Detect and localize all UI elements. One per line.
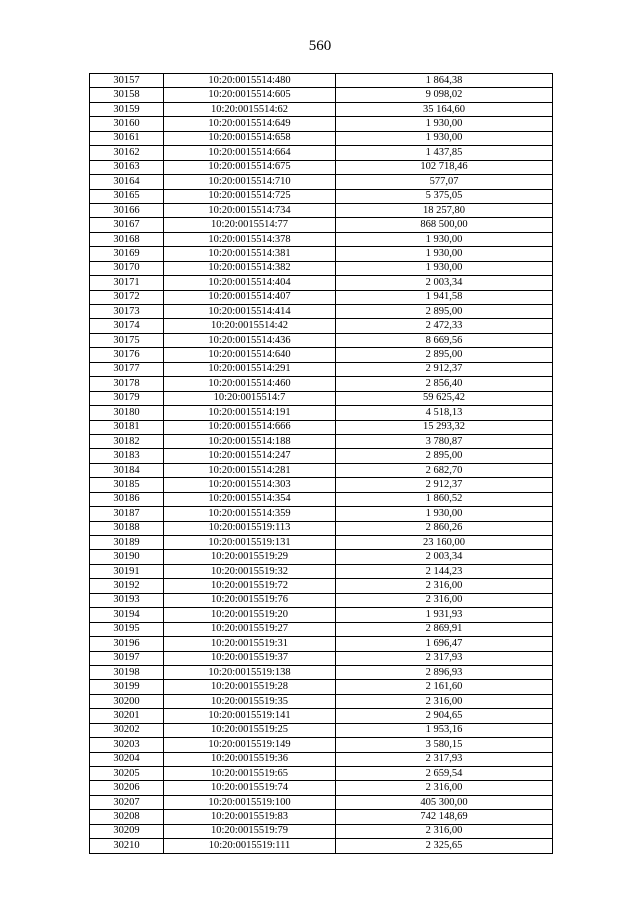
table-row: [90, 608, 553, 622]
amount-cell: 102 718,46: [336, 160, 553, 174]
row-number-cell: 30206: [90, 781, 164, 795]
cadastral-number-cell: 10:20:0015519:29: [164, 550, 336, 564]
cadastral-number-cell: 10:20:0015514:664: [164, 146, 336, 160]
amount-cell: 3 780,87: [336, 434, 553, 448]
amount-cell: 2 316,00: [336, 694, 553, 708]
table-row: [90, 839, 553, 853]
amount-cell: 2 317,93: [336, 752, 553, 766]
row-number-cell: 30200: [90, 694, 164, 708]
cadastral-number-cell: 10:20:0015514:42: [164, 319, 336, 333]
amount-cell: 2 325,65: [336, 839, 553, 853]
row-number-cell: 30193: [90, 593, 164, 607]
amount-cell: 1 930,00: [336, 261, 553, 275]
row-number-cell: 30169: [90, 247, 164, 261]
table-row: [90, 492, 553, 506]
table-row: [90, 348, 553, 362]
row-number-cell: 30207: [90, 795, 164, 809]
cadastral-number-cell: 10:20:0015519:31: [164, 637, 336, 651]
cadastral-number-cell: 10:20:0015514:710: [164, 175, 336, 189]
cadastral-number-cell: 10:20:0015514:77: [164, 218, 336, 232]
amount-cell: 15 293,32: [336, 420, 553, 434]
amount-cell: 405 300,00: [336, 795, 553, 809]
row-number-cell: 30164: [90, 175, 164, 189]
row-number-cell: 30208: [90, 810, 164, 824]
amount-cell: 1 931,93: [336, 608, 553, 622]
table-row: [90, 232, 553, 246]
amount-cell: 2 912,37: [336, 362, 553, 376]
row-number-cell: 30174: [90, 319, 164, 333]
row-number-cell: 30160: [90, 117, 164, 131]
cadastral-number-cell: 10:20:0015519:113: [164, 521, 336, 535]
amount-cell: 2 856,40: [336, 377, 553, 391]
table-row: [90, 203, 553, 217]
cadastral-number-cell: 10:20:0015514:404: [164, 276, 336, 290]
row-number-cell: 30171: [90, 276, 164, 290]
cadastral-number-cell: 10:20:0015514:734: [164, 203, 336, 217]
cadastral-number-cell: 10:20:0015519:83: [164, 810, 336, 824]
table-row: [90, 723, 553, 737]
row-number-cell: 30163: [90, 160, 164, 174]
table-row: [90, 420, 553, 434]
row-number-cell: 30176: [90, 348, 164, 362]
cadastral-number-cell: 10:20:0015514:191: [164, 406, 336, 420]
amount-cell: 2 904,65: [336, 709, 553, 723]
table-row: [90, 694, 553, 708]
table-row: [90, 131, 553, 145]
amount-cell: 18 257,80: [336, 203, 553, 217]
table-row: [90, 521, 553, 535]
row-number-cell: 30175: [90, 333, 164, 347]
cadastral-number-cell: 10:20:0015514:649: [164, 117, 336, 131]
row-number-cell: 30205: [90, 767, 164, 781]
row-number-cell: 30182: [90, 434, 164, 448]
amount-cell: 2 659,54: [336, 767, 553, 781]
cadastral-number-cell: 10:20:0015519:20: [164, 608, 336, 622]
row-number-cell: 30170: [90, 261, 164, 275]
cadastral-number-cell: 10:20:0015514:188: [164, 434, 336, 448]
table-row: [90, 189, 553, 203]
amount-cell: 1 864,38: [336, 74, 553, 88]
amount-cell: 59 625,42: [336, 391, 553, 405]
row-number-cell: 30199: [90, 680, 164, 694]
table-row: [90, 247, 553, 261]
row-number-cell: 30192: [90, 579, 164, 593]
table-row: [90, 377, 553, 391]
row-number-cell: 30187: [90, 507, 164, 521]
cadastral-number-cell: 10:20:0015514:359: [164, 507, 336, 521]
table-row: [90, 160, 553, 174]
table-row: [90, 391, 553, 405]
row-number-cell: 30158: [90, 88, 164, 102]
table-row: [90, 463, 553, 477]
amount-cell: 2 317,93: [336, 651, 553, 665]
cadastral-number-cell: 10:20:0015519:28: [164, 680, 336, 694]
cadastral-number-cell: 10:20:0015514:436: [164, 333, 336, 347]
amount-cell: 2 895,00: [336, 305, 553, 319]
table-row: [90, 175, 553, 189]
amount-cell: 2 161,60: [336, 680, 553, 694]
table-row: [90, 478, 553, 492]
row-number-cell: 30198: [90, 665, 164, 679]
amount-cell: 2 316,00: [336, 781, 553, 795]
amount-cell: 1 930,00: [336, 131, 553, 145]
row-number-cell: 30180: [90, 406, 164, 420]
row-number-cell: 30196: [90, 637, 164, 651]
amount-cell: 2 895,00: [336, 449, 553, 463]
table-row: [90, 622, 553, 636]
page-number: 560: [308, 38, 332, 54]
cadastral-number-cell: 10:20:0015519:36: [164, 752, 336, 766]
cadastral-number-cell: 10:20:0015519:74: [164, 781, 336, 795]
table-row: [90, 709, 553, 723]
cadastral-number-cell: 10:20:0015514:675: [164, 160, 336, 174]
row-number-cell: 30177: [90, 362, 164, 376]
cadastral-number-cell: 10:20:0015519:65: [164, 767, 336, 781]
amount-cell: 2 316,00: [336, 579, 553, 593]
cadastral-number-cell: 10:20:0015519:111: [164, 839, 336, 853]
cadastral-number-cell: 10:20:0015514:281: [164, 463, 336, 477]
row-number-cell: 30194: [90, 608, 164, 622]
table-row: [90, 117, 553, 131]
cadastral-number-cell: 10:20:0015514:640: [164, 348, 336, 362]
row-number-cell: 30173: [90, 305, 164, 319]
amount-cell: 2 472,33: [336, 319, 553, 333]
cadastral-number-cell: 10:20:0015519:141: [164, 709, 336, 723]
cadastral-number-cell: 10:20:0015514:725: [164, 189, 336, 203]
row-number-cell: 30166: [90, 203, 164, 217]
table-row: [90, 290, 553, 304]
table-row: [90, 276, 553, 290]
row-number-cell: 30204: [90, 752, 164, 766]
cadastral-number-cell: 10:20:0015514:407: [164, 290, 336, 304]
table-row: [90, 434, 553, 448]
cadastral-number-cell: 10:20:0015514:381: [164, 247, 336, 261]
row-number-cell: 30197: [90, 651, 164, 665]
table-row: [90, 781, 553, 795]
row-number-cell: 30201: [90, 709, 164, 723]
table-row: [90, 767, 553, 781]
table-row: [90, 579, 553, 593]
row-number-cell: 30189: [90, 536, 164, 550]
amount-cell: 2 003,34: [336, 550, 553, 564]
row-number-cell: 30190: [90, 550, 164, 564]
row-number-cell: 30165: [90, 189, 164, 203]
cadastral-number-cell: 10:20:0015519:27: [164, 622, 336, 636]
cadastral-number-cell: 10:20:0015519:35: [164, 694, 336, 708]
cadastral-number-cell: 10:20:0015519:25: [164, 723, 336, 737]
row-number-cell: 30202: [90, 723, 164, 737]
cadastral-number-cell: 10:20:0015514:414: [164, 305, 336, 319]
row-number-cell: 30191: [90, 564, 164, 578]
cadastral-number-cell: 10:20:0015514:666: [164, 420, 336, 434]
cadastral-number-cell: 10:20:0015519:32: [164, 564, 336, 578]
table-row: [90, 449, 553, 463]
cadastral-number-cell: 10:20:0015514:291: [164, 362, 336, 376]
cadastral-number-cell: 10:20:0015514:480: [164, 74, 336, 88]
table-row: [90, 651, 553, 665]
table-row: [90, 218, 553, 232]
row-number-cell: 30195: [90, 622, 164, 636]
amount-cell: 2 316,00: [336, 593, 553, 607]
table-row: [90, 362, 553, 376]
table-row: [90, 738, 553, 752]
amount-cell: 2 895,00: [336, 348, 553, 362]
table-row: [90, 146, 553, 160]
amount-cell: 1 941,58: [336, 290, 553, 304]
amount-cell: 3 580,15: [336, 738, 553, 752]
cadastral-number-cell: 10:20:0015514:354: [164, 492, 336, 506]
cadastral-number-cell: 10:20:0015514:7: [164, 391, 336, 405]
cadastral-number-cell: 10:20:0015514:62: [164, 102, 336, 116]
amount-cell: 742 148,69: [336, 810, 553, 824]
row-number-cell: 30183: [90, 449, 164, 463]
amount-cell: 1 930,00: [336, 507, 553, 521]
amount-cell: 1 930,00: [336, 232, 553, 246]
data-table: [89, 73, 553, 854]
row-number-cell: 30167: [90, 218, 164, 232]
table-row: [90, 752, 553, 766]
cadastral-number-cell: 10:20:0015519:79: [164, 824, 336, 838]
amount-cell: 1 437,85: [336, 146, 553, 160]
row-number-cell: 30161: [90, 131, 164, 145]
row-number-cell: 30186: [90, 492, 164, 506]
row-number-cell: 30210: [90, 839, 164, 853]
row-number-cell: 30188: [90, 521, 164, 535]
table-row: [90, 810, 553, 824]
amount-cell: 35 164,60: [336, 102, 553, 116]
amount-cell: 5 375,05: [336, 189, 553, 203]
table-row: [90, 102, 553, 116]
table-row: [90, 536, 553, 550]
amount-cell: 2 912,37: [336, 478, 553, 492]
table-row: [90, 550, 553, 564]
cadastral-number-cell: 10:20:0015519:72: [164, 579, 336, 593]
table-row: [90, 74, 553, 88]
table-row: [90, 824, 553, 838]
row-number-cell: 30168: [90, 232, 164, 246]
cadastral-number-cell: 10:20:0015514:658: [164, 131, 336, 145]
table-row: [90, 333, 553, 347]
amount-cell: 2 316,00: [336, 824, 553, 838]
table-row: [90, 406, 553, 420]
cadastral-number-cell: 10:20:0015519:37: [164, 651, 336, 665]
table-row: [90, 319, 553, 333]
cadastral-number-cell: 10:20:0015519:131: [164, 536, 336, 550]
table-row: [90, 665, 553, 679]
amount-cell: 2 144,23: [336, 564, 553, 578]
table-row: [90, 593, 553, 607]
amount-cell: 23 160,00: [336, 536, 553, 550]
cadastral-number-cell: 10:20:0015519:138: [164, 665, 336, 679]
row-number-cell: 30178: [90, 377, 164, 391]
row-number-cell: 30162: [90, 146, 164, 160]
row-number-cell: 30159: [90, 102, 164, 116]
table-row: [90, 507, 553, 521]
row-number-cell: 30181: [90, 420, 164, 434]
amount-cell: 4 518,13: [336, 406, 553, 420]
cadastral-number-cell: 10:20:0015514:378: [164, 232, 336, 246]
amount-cell: 1 930,00: [336, 247, 553, 261]
amount-cell: 1 696,47: [336, 637, 553, 651]
amount-cell: 2 860,26: [336, 521, 553, 535]
amount-cell: 1 860,52: [336, 492, 553, 506]
cadastral-number-cell: 10:20:0015519:76: [164, 593, 336, 607]
table-row: [90, 261, 553, 275]
cadastral-number-cell: 10:20:0015514:460: [164, 377, 336, 391]
row-number-cell: 30184: [90, 463, 164, 477]
amount-cell: 2 003,34: [336, 276, 553, 290]
cadastral-number-cell: 10:20:0015519:149: [164, 738, 336, 752]
row-number-cell: 30179: [90, 391, 164, 405]
table-row: [90, 795, 553, 809]
table-row: [90, 88, 553, 102]
cadastral-number-cell: 10:20:0015514:303: [164, 478, 336, 492]
table-row: [90, 680, 553, 694]
amount-cell: 2 869,91: [336, 622, 553, 636]
cadastral-number-cell: 10:20:0015519:100: [164, 795, 336, 809]
amount-cell: 1 930,00: [336, 117, 553, 131]
amount-cell: 2 896,93: [336, 665, 553, 679]
row-number-cell: 30185: [90, 478, 164, 492]
amount-cell: 1 953,16: [336, 723, 553, 737]
table-row: [90, 564, 553, 578]
amount-cell: 9 098,02: [336, 88, 553, 102]
amount-cell: 8 669,56: [336, 333, 553, 347]
row-number-cell: 30209: [90, 824, 164, 838]
row-number-cell: 30172: [90, 290, 164, 304]
amount-cell: 2 682,70: [336, 463, 553, 477]
table-row: [90, 305, 553, 319]
cadastral-number-cell: 10:20:0015514:605: [164, 88, 336, 102]
cadastral-number-cell: 10:20:0015514:382: [164, 261, 336, 275]
amount-cell: 868 500,00: [336, 218, 553, 232]
row-number-cell: 30157: [90, 74, 164, 88]
table-row: [90, 637, 553, 651]
cadastral-number-cell: 10:20:0015514:247: [164, 449, 336, 463]
row-number-cell: 30203: [90, 738, 164, 752]
amount-cell: 577,07: [336, 175, 553, 189]
